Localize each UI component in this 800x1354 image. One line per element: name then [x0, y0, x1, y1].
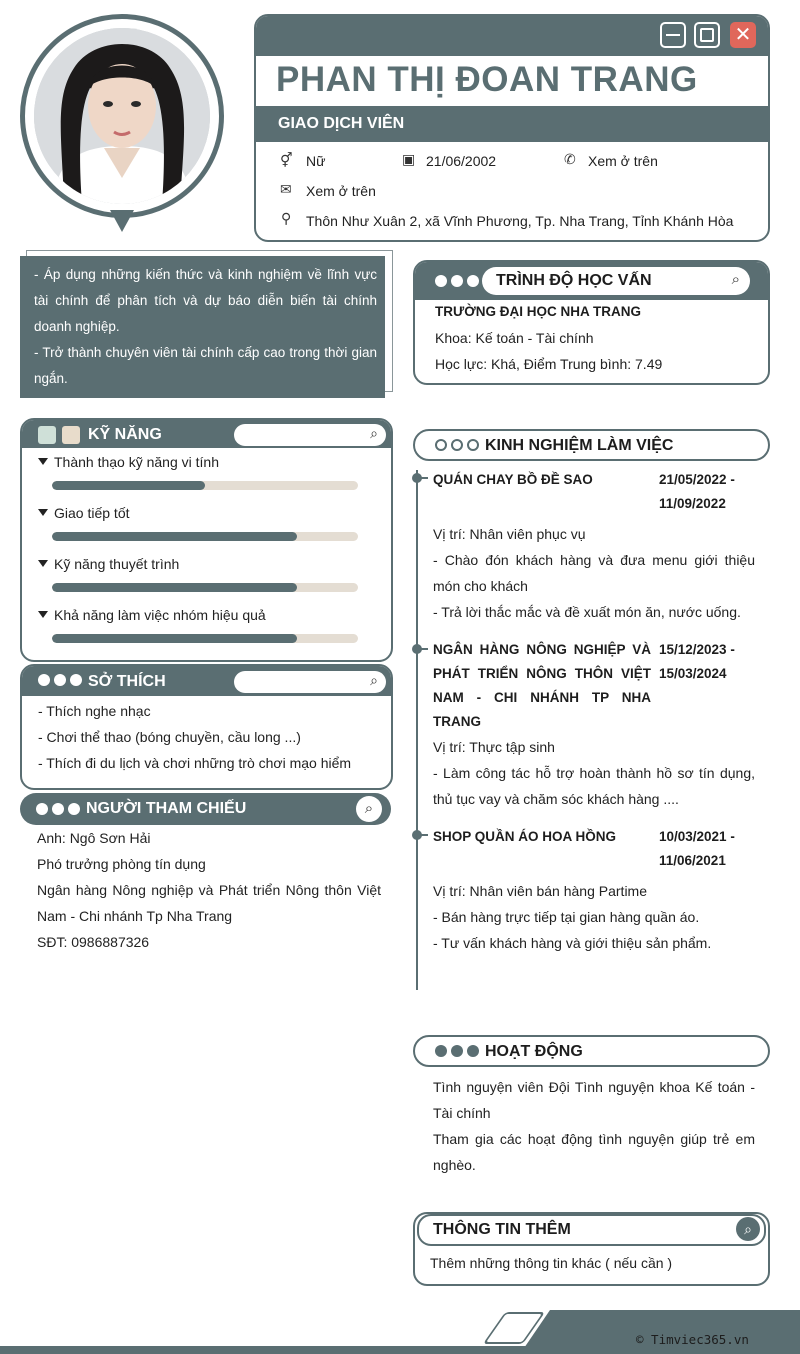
- maximize-icon[interactable]: [694, 22, 720, 48]
- job-date: 10/03/2021 - 11/06/2021: [659, 829, 735, 868]
- skill-bar: [52, 532, 358, 541]
- timeline-connector: [420, 834, 428, 836]
- skill-item: Kỹ năng thuyết trình: [38, 556, 179, 572]
- objective-line: - Trở thành chuyên viên tài chính cấp cao trong thời gian ngắn.: [34, 345, 377, 386]
- avatar-pointer: [110, 210, 134, 232]
- dots-icon: [435, 275, 483, 287]
- education-header: [415, 262, 768, 300]
- grade: Học lực: Khá, Điểm Trung bình: 7.49: [435, 356, 663, 372]
- hobbies-search[interactable]: [234, 671, 386, 693]
- position-bar: [256, 106, 768, 142]
- hobbies-card: [20, 664, 393, 790]
- email-icon: ✉: [280, 181, 292, 197]
- phone-icon: ✆: [564, 151, 576, 167]
- search-icon[interactable]: ⌕: [356, 796, 382, 822]
- minimize-icon[interactable]: [660, 22, 686, 48]
- calendar-icon: ▣: [402, 151, 416, 167]
- job-details: Vị trí: Nhân viên bán hàng Partime - Bán hàng trực tiếp tại gian hàng quần áo. - Tư vấn khách hàng và giới thiệu sản phẩm.: [433, 883, 712, 951]
- skill-item: Giao tiếp tốt: [38, 505, 130, 521]
- location-pin-icon: ⚲: [281, 210, 292, 226]
- job-date: 15/12/2023 - 15/03/2024: [659, 642, 735, 681]
- full-name: PHAN THỊ ĐOAN TRANG: [276, 60, 698, 99]
- skill-bar-fill: [52, 583, 297, 592]
- references-title: NGƯỜI THAM CHIẾU: [86, 800, 247, 817]
- reference-org: Ngân hàng Nông nghiệp và Phát triển Nông thôn Việt Nam - Chi nhánh Tp Nha Trang: [37, 882, 381, 924]
- dots-icon: [435, 1045, 483, 1057]
- activities-title: HOẠT ĐỘNG: [485, 1043, 583, 1060]
- skills-header: [22, 420, 391, 448]
- career-objective: [20, 256, 385, 398]
- school-name: TRƯỜNG ĐẠI HỌC NHA TRANG: [435, 304, 641, 319]
- skill-bar-fill: [52, 532, 297, 541]
- search-icon[interactable]: ⌕: [731, 271, 740, 288]
- search-icon[interactable]: ⌕: [370, 425, 378, 441]
- next-arrow-icon[interactable]: [62, 426, 80, 444]
- job-company: NGÂN HÀNG NÔNG NGHIỆP VÀ PHÁT TRIỂN NÔNG THÔN VIỆT NAM - CHI NHÁNH TP NHA TRANG: [433, 642, 651, 729]
- copyright: © Timviec365.vn: [636, 1332, 749, 1347]
- skill-item: Thành thạo kỹ năng vi tính: [38, 454, 219, 470]
- dots-icon: [36, 803, 84, 815]
- skill-bar: [52, 634, 358, 643]
- extra-text: Thêm những thông tin khác ( nếu cần ): [430, 1255, 673, 1271]
- gender-value: Nữ: [306, 153, 326, 169]
- prev-arrow-icon[interactable]: [38, 426, 56, 444]
- header-titlebar: [256, 16, 768, 56]
- email-value: Xem ở trên: [306, 183, 376, 199]
- avatar: [20, 14, 224, 220]
- gender-icon: ⚥: [280, 152, 293, 168]
- skill-bar-fill: [52, 634, 297, 643]
- timeline-connector: [420, 648, 428, 650]
- experience-header: [413, 429, 770, 461]
- dots-icon: [38, 674, 86, 686]
- timeline-connector: [420, 477, 428, 479]
- objective-line: - Áp dụng những kiến thức và kinh nghiệm về lĩnh vực tài chính để phân tích và dự báo diễn biến tài chính doanh nghiệp.: [34, 267, 377, 334]
- phone-value: Xem ở trên: [588, 153, 658, 169]
- extra-title: THÔNG TIN THÊM: [433, 1221, 571, 1238]
- education-card: [413, 260, 770, 385]
- reference-role: Phó trưởng phòng tín dụng: [37, 856, 206, 872]
- reference-name: Anh: Ngô Sơn Hải: [37, 830, 151, 846]
- hobby-item: - Thích đi du lịch và chơi những trò chơi mạo hiểm: [38, 755, 352, 771]
- skill-item: Khả năng làm việc nhóm hiệu quả: [38, 607, 266, 623]
- hobby-item: - Chơi thể thao (bóng chuyền, cầu long ...): [38, 729, 301, 745]
- education-title: TRÌNH ĐỘ HỌC VẤN: [496, 272, 652, 289]
- timeline-line: [416, 470, 418, 990]
- experience-title: KINH NGHIỆM LÀM VIỆC: [485, 437, 674, 454]
- skill-bar-fill: [52, 481, 205, 490]
- skill-bar: [52, 583, 358, 592]
- job-position: GIAO DỊCH VIÊN: [278, 115, 405, 132]
- avatar-frame: [20, 14, 224, 218]
- hobbies-title: SỞ THÍCH: [88, 673, 166, 690]
- job-company: QUÁN CHAY BỒ ĐỀ SAO: [433, 472, 593, 487]
- activities-text: Tình nguyện viên Đội Tình nguyện khoa Kế toán - Tài chính Tham gia các hoạt động tình nguyện giúp trẻ em nghèo.: [433, 1079, 755, 1173]
- reference-phone: SĐT: 0986887326: [37, 934, 150, 950]
- hobbies-header: [22, 666, 391, 696]
- extra-header: [417, 1214, 766, 1246]
- references-header: [20, 793, 391, 825]
- header-card: [254, 14, 770, 242]
- search-icon[interactable]: ⌕: [370, 672, 378, 688]
- extra-card: [413, 1212, 770, 1286]
- skills-title: KỸ NĂNG: [88, 426, 162, 443]
- job-date: 21/05/2022 - 11/09/2022: [659, 472, 735, 511]
- skill-bar: [52, 481, 358, 490]
- faculty: Khoa: Kế toán - Tài chính: [435, 330, 594, 346]
- close-icon[interactable]: ✕: [730, 22, 756, 48]
- job-details: Vị trí: Thực tập sinh - Làm công tác hỗ trợ hoàn thành hồ sơ tín dụng, thủ tục vay và chăm sóc khách hàng ....: [433, 739, 755, 807]
- job-details: Vị trí: Nhân viên phục vụ - Chào đón khách hàng và đưa menu giới thiệu món cho khách - Trả lời thắc mắc và đề xuất món ăn, nước uống.: [433, 526, 755, 620]
- avatar-photo: [34, 28, 210, 204]
- education-title-pill: [482, 267, 750, 295]
- skills-search[interactable]: [234, 424, 386, 446]
- hobby-item: - Thích nghe nhạc: [38, 703, 151, 719]
- job-company: SHOP QUẦN ÁO HOA HỒNG: [433, 829, 617, 844]
- dots-hollow-icon: [435, 439, 483, 451]
- activities-header: [413, 1035, 770, 1067]
- skills-card: [20, 418, 393, 662]
- address-value: Thôn Như Xuân 2, xã Vĩnh Phương, Tp. Nha Trang, Tỉnh Khánh Hòa: [306, 213, 734, 229]
- search-icon[interactable]: ⌕: [736, 1217, 760, 1241]
- birthday-value: 21/06/2002: [426, 153, 497, 169]
